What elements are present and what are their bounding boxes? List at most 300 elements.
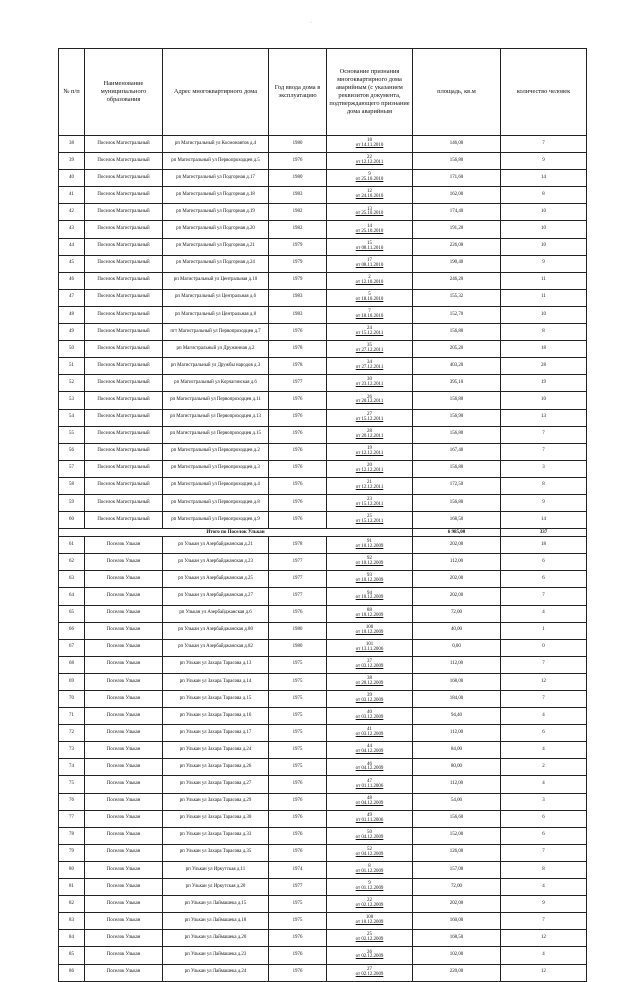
cell-basis [327, 930, 413, 947]
cell-municipality: Поселок Улькан [85, 930, 163, 947]
table-row [59, 810, 587, 827]
table-row [59, 639, 587, 656]
cell-year: 1977 [269, 588, 327, 605]
cell-num: 64 [59, 588, 85, 605]
cell-basis [327, 306, 413, 323]
table-row [59, 375, 587, 392]
basis-doc-date: от 12.12.2011 [355, 160, 384, 166]
cell-address: рп Улькан ул Захара Тарасова д.29 [163, 793, 269, 810]
cell-people: 10 [501, 204, 587, 221]
cell-year: 1976 [269, 324, 327, 341]
cell-year: 1976 [269, 947, 327, 964]
cell-address: рп Магистральный ул Подгорная д.17 [163, 170, 269, 187]
cell-area: 167,40 [413, 443, 501, 460]
basis-doc-date: от 02.12.2009 [355, 903, 384, 909]
cell-people: 3 [501, 460, 587, 477]
cell-basis [327, 289, 413, 306]
table-row [59, 204, 587, 221]
cell-year: 1975 [269, 725, 327, 742]
cell-municipality: Поселок Магистральный [85, 409, 163, 426]
cell-municipality: Поселок Улькан [85, 861, 163, 878]
cell-people: 10 [501, 221, 587, 238]
basis-doc-date: от 15.12.2011 [355, 331, 384, 337]
cell-basis [327, 605, 413, 622]
basis-doc-number: 93 [367, 573, 372, 579]
cell-area: 54,00 [413, 793, 501, 810]
basis-doc-number: 19 [367, 445, 372, 451]
cell-municipality: Поселок Магистральный [85, 324, 163, 341]
cell-num: 38 [59, 136, 85, 153]
cell-num: 41 [59, 187, 85, 204]
cell-address: рп Магистральный ул Космонавтов д.4 [163, 136, 269, 153]
cell-municipality: Поселок Улькан [85, 622, 163, 639]
cell-year: 1976 [269, 793, 327, 810]
basis-doc-number: 26 [367, 394, 372, 400]
basis-doc-number: 91 [367, 539, 372, 545]
scan-mark: · [310, 20, 312, 26]
cell-people: 9 [501, 494, 587, 511]
basis-doc-number: 22 [367, 155, 372, 161]
cell-municipality: Поселок Магистральный [85, 341, 163, 358]
cell-people: 4 [501, 708, 587, 725]
table-row [59, 759, 587, 776]
table-row [59, 725, 587, 742]
cell-municipality: Поселок Улькан [85, 759, 163, 776]
cell-basis [327, 947, 413, 964]
cell-area: 205,20 [413, 341, 501, 358]
basis-doc-date: от 15.12.2011 [355, 519, 384, 525]
cell-basis [327, 358, 413, 375]
cell-address: рп Магистральный ул Первопроходцев д.8 [163, 494, 269, 511]
basis-doc-number: 8 [368, 864, 371, 870]
cell-municipality: Поселок Улькан [85, 537, 163, 554]
table-row [59, 861, 587, 878]
cell-basis [327, 673, 413, 690]
cell-address: рп Улькан ул Азербайджанская д.23 [163, 554, 269, 571]
table-row [59, 913, 587, 930]
table-row [59, 844, 587, 861]
cell-address: рп Магистральный ул Центральная д.8 [163, 306, 269, 323]
cell-basis [327, 896, 413, 913]
basis-doc-number: 34 [367, 360, 372, 366]
table-row [59, 460, 587, 477]
cell-num: 69 [59, 673, 85, 690]
cell-year: 1976 [269, 460, 327, 477]
table-row [59, 324, 587, 341]
basis-doc-number: 15 [367, 240, 372, 246]
cell-basis [327, 272, 413, 289]
cell-area: 102,00 [413, 947, 501, 964]
cell-area: 112,00 [413, 656, 501, 673]
cell-people: 12 [501, 964, 587, 981]
basis-doc-date: от 03.12.2009 [355, 698, 384, 704]
cell-basis [327, 238, 413, 255]
cell-municipality: Поселок Улькан [85, 639, 163, 656]
table-row [59, 793, 587, 810]
basis-doc-number: 49 [367, 812, 372, 818]
basis-doc-number: 5 [368, 291, 371, 297]
cell-year: 1975 [269, 759, 327, 776]
table-row [59, 673, 587, 690]
cell-municipality: Поселок Магистральный [85, 494, 163, 511]
cell-year: 1979 [269, 238, 327, 255]
basis-doc-date: от 12.10.2010 [355, 279, 384, 285]
cell-address: рп Магистральный ул Первопроходцев д.11 [163, 392, 269, 409]
cell-area: 171,60 [413, 170, 501, 187]
basis-doc-number: 37 [367, 658, 372, 664]
basis-doc-number: 9 [368, 172, 371, 178]
cell-num: 60 [59, 512, 85, 529]
cell-num: 76 [59, 793, 85, 810]
cell-address: рп Улькан ул Захара Тарасова д.33 [163, 827, 269, 844]
cell-municipality: Поселок Магистральный [85, 136, 163, 153]
cell-num: 80 [59, 861, 85, 878]
cell-year: 1977 [269, 879, 327, 896]
cell-municipality: Поселок Магистральный [85, 477, 163, 494]
cell-municipality: Поселок Улькан [85, 588, 163, 605]
cell-area: 156,80 [413, 426, 501, 443]
cell-num: 67 [59, 639, 85, 656]
cell-year: 1974 [269, 861, 327, 878]
cell-area: 202,00 [413, 537, 501, 554]
cell-basis [327, 725, 413, 742]
cell-num: 73 [59, 742, 85, 759]
basis-doc-date: от 10.12.2009 [355, 612, 384, 618]
col-header-area: площадь, кв.м [413, 49, 501, 136]
cell-area: 202,00 [413, 896, 501, 913]
table-body [59, 136, 587, 982]
basis-doc-date: от 20.12.2011 [355, 399, 384, 405]
cell-basis [327, 537, 413, 554]
cell-address: рп Магистральный ул Первопроходцев д.3 [163, 460, 269, 477]
table-row [59, 392, 587, 409]
cell-people: 0 [501, 639, 587, 656]
table-row [59, 358, 587, 375]
cell-address: рп Магистральный ул Первопроходцев д.15 [163, 426, 269, 443]
basis-doc-number: 7 [368, 309, 371, 315]
cell-people: 7 [501, 588, 587, 605]
basis-doc-number: 46 [367, 761, 372, 767]
basis-doc-date: от 10.12.2009 [355, 595, 384, 601]
cell-basis [327, 460, 413, 477]
cell-municipality: Поселок Магистральный [85, 443, 163, 460]
cell-address: рп Улькан ул Захара Тарасова д.17 [163, 725, 269, 742]
cell-address: рп Магистральный ул Первопроходцев д.13 [163, 409, 269, 426]
table-row [59, 477, 587, 494]
cell-people: 12 [501, 673, 587, 690]
basis-doc-date: от 01.11.2006 [355, 783, 384, 789]
table-row [59, 742, 587, 759]
basis-doc-number: 12 [367, 189, 372, 195]
cell-basis [327, 759, 413, 776]
basis-doc-number: 2 [368, 274, 371, 280]
cell-area: 202,00 [413, 571, 501, 588]
cell-address: рп Магистральный ул Подгорная д.21 [163, 238, 269, 255]
cell-basis [327, 136, 413, 153]
basis-doc-number: 38 [367, 676, 372, 682]
cell-area: 226,00 [413, 238, 501, 255]
cell-area: 184,00 [413, 691, 501, 708]
cell-num: 63 [59, 571, 85, 588]
cell-basis [327, 844, 413, 861]
cell-municipality: Поселок Улькан [85, 913, 163, 930]
cell-people: 8 [501, 187, 587, 204]
basis-doc-date: от 20.12.2009 [355, 680, 384, 686]
col-header-people: количество человек [501, 49, 587, 136]
table-row [59, 691, 587, 708]
cell-address: рп Улькан ул Захара Тарасова д.26 [163, 759, 269, 776]
cell-people: 2 [501, 759, 587, 776]
cell-municipality: Поселок Магистральный [85, 426, 163, 443]
basis-doc-number: 100 [365, 915, 374, 921]
col-header-num: № п/п [59, 49, 85, 136]
basis-doc-date: от 02.12.2009 [355, 954, 384, 960]
basis-doc-date: от 04.12.2009 [355, 766, 384, 772]
table-row [59, 776, 587, 793]
cell-num: 55 [59, 426, 85, 443]
cell-people: 4 [501, 947, 587, 964]
cell-address: рп Улькан ул Лаймашека д.23 [163, 947, 269, 964]
table-row [59, 255, 587, 272]
cell-num: 59 [59, 494, 85, 511]
table-row [59, 187, 587, 204]
cell-address: рп Улькан ул Азербайджанская д.21 [163, 537, 269, 554]
table-header [59, 49, 587, 136]
total-label: Итого по Поселок Улькан [59, 529, 413, 537]
col-header-year: Год ввода дома в эксплуатацию [269, 49, 327, 136]
cell-municipality: Поселок Магистральный [85, 187, 163, 204]
cell-address: рп Улькан ул Захара Тарасова д.16 [163, 708, 269, 725]
basis-doc-number: 20 [367, 462, 372, 468]
basis-doc-number: 92 [367, 556, 372, 562]
cell-basis [327, 622, 413, 639]
cell-area: 155,32 [413, 289, 501, 306]
cell-people: 4 [501, 605, 587, 622]
cell-num: 68 [59, 656, 85, 673]
cell-area: 190,40 [413, 255, 501, 272]
cell-year: 1980 [269, 639, 327, 656]
table-row [59, 947, 587, 964]
cell-area: 94,40 [413, 708, 501, 725]
basis-doc-date: от 18.10.2010 [355, 313, 384, 319]
basis-doc-number: 101 [365, 641, 374, 647]
basis-doc-number: 25 [367, 932, 372, 938]
cell-num: 83 [59, 913, 85, 930]
cell-num: 79 [59, 844, 85, 861]
cell-year: 1975 [269, 708, 327, 725]
cell-people: 11 [501, 272, 587, 289]
table-row [59, 272, 587, 289]
table-row [59, 289, 587, 306]
cell-address: рп Магистральный ул Подгорная д.19 [163, 204, 269, 221]
cell-people: 28 [501, 358, 587, 375]
basis-doc-date: от 23.12.2011 [355, 382, 384, 388]
cell-num: 86 [59, 964, 85, 981]
cell-num: 72 [59, 725, 85, 742]
cell-municipality: Поселок Улькан [85, 964, 163, 981]
basis-doc-number: 17 [367, 257, 372, 263]
cell-year: 1978 [269, 358, 327, 375]
basis-doc-number: 50 [367, 829, 372, 835]
cell-municipality: Поселок Улькан [85, 947, 163, 964]
col-header-municipality: Наименование муниципального образования [85, 49, 163, 136]
table-row [59, 153, 587, 170]
cell-people: 9 [501, 896, 587, 913]
basis-doc-number: 22 [367, 898, 372, 904]
cell-address: рп Улькан ул Захара Тарасова д.24 [163, 742, 269, 759]
basis-doc-date: от 08.11.2010 [355, 245, 384, 251]
basis-doc-date: от 03.12.2009 [355, 732, 384, 738]
cell-year: 1976 [269, 605, 327, 622]
cell-municipality: Поселок Улькан [85, 691, 163, 708]
cell-num: 51 [59, 358, 85, 375]
cell-year: 1982 [269, 221, 327, 238]
cell-year: 1976 [269, 844, 327, 861]
cell-municipality: Поселок Улькан [85, 810, 163, 827]
cell-people: 18 [501, 537, 587, 554]
cell-year: 1976 [269, 477, 327, 494]
cell-year: 1975 [269, 742, 327, 759]
cell-address: рп Улькан ул Азербайджанская д.80 [163, 622, 269, 639]
cell-address: рп Магистральный ул Первопроходцев д.5 [163, 153, 269, 170]
cell-people: 7 [501, 443, 587, 460]
basis-doc-date: от 12.12.2011 [355, 467, 384, 473]
table-row [59, 512, 587, 529]
cell-municipality: Поселок Улькан [85, 827, 163, 844]
cell-area: 156,60 [413, 810, 501, 827]
cell-year: 1980 [269, 136, 327, 153]
cell-year: 1980 [269, 622, 327, 639]
cell-basis [327, 861, 413, 878]
basis-doc-date: от 10.12.2009 [355, 544, 384, 550]
cell-basis [327, 588, 413, 605]
cell-municipality: Поселок Улькан [85, 879, 163, 896]
col-header-basis: Основание признания многоквартирного дома аварийным (с указанием реквизитов документа, подтверждающего признание дома аварийным [327, 49, 413, 136]
basis-doc-date: от 13.11.2006 [355, 646, 384, 652]
cell-basis [327, 742, 413, 759]
cell-area: 112,00 [413, 554, 501, 571]
cell-people: 6 [501, 827, 587, 844]
cell-basis [327, 477, 413, 494]
basis-doc-date: от 03.12.2009 [355, 663, 384, 669]
cell-num: 75 [59, 776, 85, 793]
cell-people: 7 [501, 844, 587, 861]
cell-people: 4 [501, 742, 587, 759]
cell-people: 7 [501, 136, 587, 153]
cell-address: рп Улькан ул Захара Тарасова д.27 [163, 776, 269, 793]
cell-municipality: Поселок Магистральный [85, 153, 163, 170]
basis-doc-date: от 02.12.2009 [355, 937, 384, 943]
cell-municipality: Поселок Улькан [85, 571, 163, 588]
basis-doc-date: от 03.12.2009 [355, 715, 384, 721]
cell-basis [327, 776, 413, 793]
cell-municipality: Поселок Магистральный [85, 221, 163, 238]
cell-year: 1976 [269, 512, 327, 529]
cell-people: 10 [501, 306, 587, 323]
cell-municipality: Поселок Магистральный [85, 170, 163, 187]
cell-people: 6 [501, 810, 587, 827]
cell-year: 1978 [269, 537, 327, 554]
table-row [59, 964, 587, 981]
cell-area: 156,80 [413, 494, 501, 511]
cell-people: 13 [501, 409, 587, 426]
cell-num: 65 [59, 605, 85, 622]
table-row [59, 221, 587, 238]
basis-doc-date: от 01.12.2009 [355, 868, 384, 874]
cell-municipality: Поселок Магистральный [85, 238, 163, 255]
cell-area: 156,90 [413, 409, 501, 426]
cell-address: рп Улькан ул Иркутская д.20 [163, 879, 269, 896]
cell-basis [327, 810, 413, 827]
cell-area: 202,00 [413, 588, 501, 605]
cell-address: рп Улькан ул Азербайджанская д.82 [163, 639, 269, 656]
cell-municipality: Поселок Улькан [85, 708, 163, 725]
cell-people: 7 [501, 913, 587, 930]
table-row [59, 426, 587, 443]
cell-num: 54 [59, 409, 85, 426]
cell-num: 61 [59, 537, 85, 554]
cell-num: 47 [59, 289, 85, 306]
cell-basis [327, 554, 413, 571]
cell-basis [327, 187, 413, 204]
basis-doc-date: от 27.12.2011 [355, 348, 384, 354]
emergency-housing-table [58, 48, 587, 982]
basis-doc-date: от 14.11.2010 [355, 143, 384, 149]
cell-address: рп Магистральный ул Дружбы народов д.3 [163, 358, 269, 375]
cell-address: рп Улькан ул Захара Тарасова д.13 [163, 656, 269, 673]
cell-basis [327, 879, 413, 896]
basis-doc-date: от 12.12.2011 [355, 484, 384, 490]
cell-year: 1983 [269, 289, 327, 306]
cell-year: 1983 [269, 306, 327, 323]
cell-people: 6 [501, 554, 587, 571]
cell-people: 14 [501, 170, 587, 187]
cell-area: 160,00 [413, 913, 501, 930]
basis-doc-number: 23 [367, 497, 372, 503]
cell-people: 7 [501, 426, 587, 443]
cell-people: 6 [501, 571, 587, 588]
cell-area: 157,00 [413, 861, 501, 878]
cell-num: 46 [59, 272, 85, 289]
cell-area: 191,20 [413, 221, 501, 238]
cell-address: пгт Магистральный ул Первопроходцев д.7 [163, 324, 269, 341]
table-row [59, 656, 587, 673]
cell-address: рп Улькан ул Азербайджанская д.25 [163, 571, 269, 588]
cell-people: 6 [501, 725, 587, 742]
table-row [59, 827, 587, 844]
basis-doc-number: 41 [367, 727, 372, 733]
cell-basis [327, 913, 413, 930]
cell-basis [327, 639, 413, 656]
cell-people: 14 [501, 512, 587, 529]
basis-doc-number: 35 [367, 343, 372, 349]
basis-doc-date: от 24.10.2010 [355, 194, 384, 200]
basis-doc-date: от 10.12.2009 [355, 578, 384, 584]
basis-doc-date: от 25.10.2010 [355, 177, 384, 183]
table-row [59, 409, 587, 426]
table-row [59, 708, 587, 725]
cell-year: 1975 [269, 673, 327, 690]
cell-num: 42 [59, 204, 85, 221]
cell-area: 246,20 [413, 272, 501, 289]
cell-num: 50 [59, 341, 85, 358]
cell-year: 1976 [269, 810, 327, 827]
cell-people: 11 [501, 289, 587, 306]
cell-address: рп Магистральный ул Центральная д.6 [163, 289, 269, 306]
table-row [59, 238, 587, 255]
cell-basis [327, 571, 413, 588]
cell-basis [327, 827, 413, 844]
